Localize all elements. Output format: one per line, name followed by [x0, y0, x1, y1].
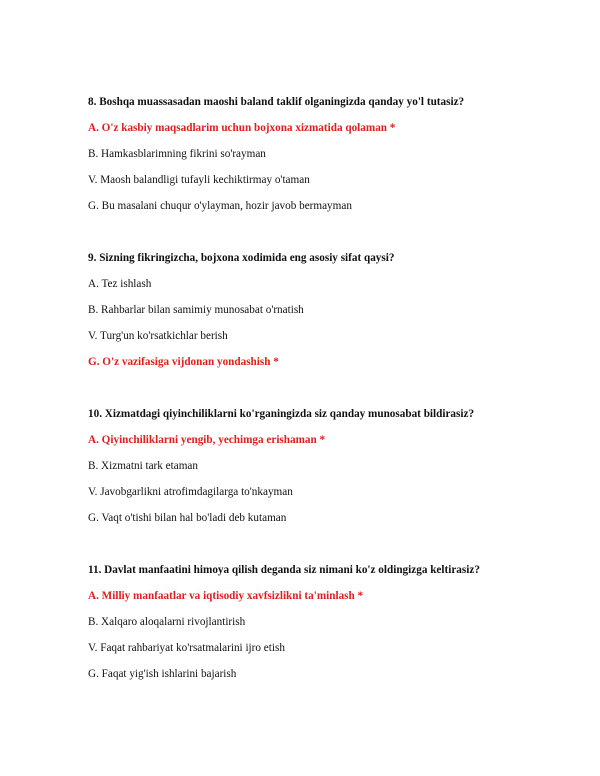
option-g: G. Faqat yig'ish ishlarini bajarish: [88, 668, 237, 680]
option-b: B. Xalqaro aloqalarni rivojlantirish: [88, 616, 246, 628]
question-title: 10. Xizmatdagi qiyinchiliklarni ko'rganingizda siz qanday munosabat bildirasiz?: [88, 408, 475, 420]
option-a: A. Qiyinchiliklarni yengib, yechimga erishaman *: [88, 434, 326, 446]
option-a: A. O'z kasbiy maqsadlarim uchun bojxona xizmatida qolaman *: [88, 122, 396, 134]
option-a: A. Tez ishlash: [88, 278, 152, 290]
option-a: A. Milliy manfaatlar va iqtisodiy xavfsizlikni ta'minlash *: [88, 590, 364, 602]
option-b: B. Hamkasblarimning fikrini so'rayman: [88, 148, 266, 160]
option-v: V. Maosh balandligi tufayli kechiktirmay o'taman: [88, 174, 310, 186]
option-v: V. Turg'un ko'rsatkichlar berish: [88, 330, 228, 342]
question-title: 11. Davlat manfaatini himoya qilish deganda siz nimani ko'z oldingizga keltirasiz?: [88, 564, 480, 576]
question-title: 9. Sizning fikringizcha, bojxona xodimida eng asosiy sifat qaysi?: [88, 252, 395, 264]
option-g: G. O'z vazifasiga vijdonan yondashish *: [88, 356, 279, 368]
option-b: B. Rahbarlar bilan samimiy munosabat o'rnatish: [88, 304, 304, 316]
option-b: B. Xizmatni tark etaman: [88, 460, 198, 472]
option-v: V. Faqat rahbariyat ko'rsatmalarini ijro etish: [88, 642, 285, 654]
question-title: 8. Boshqa muassasadan maoshi baland taklif olganingizda qanday yo'l tutasiz?: [88, 96, 465, 108]
option-g: G. Vaqt o'tishi bilan hal bo'ladi deb kutaman: [88, 512, 287, 524]
option-v: V. Javobgarlikni atrofimdagilarga to'nkayman: [88, 486, 293, 498]
option-g: G. Bu masalani chuqur o'ylayman, hozir javob bermayman: [88, 200, 352, 212]
